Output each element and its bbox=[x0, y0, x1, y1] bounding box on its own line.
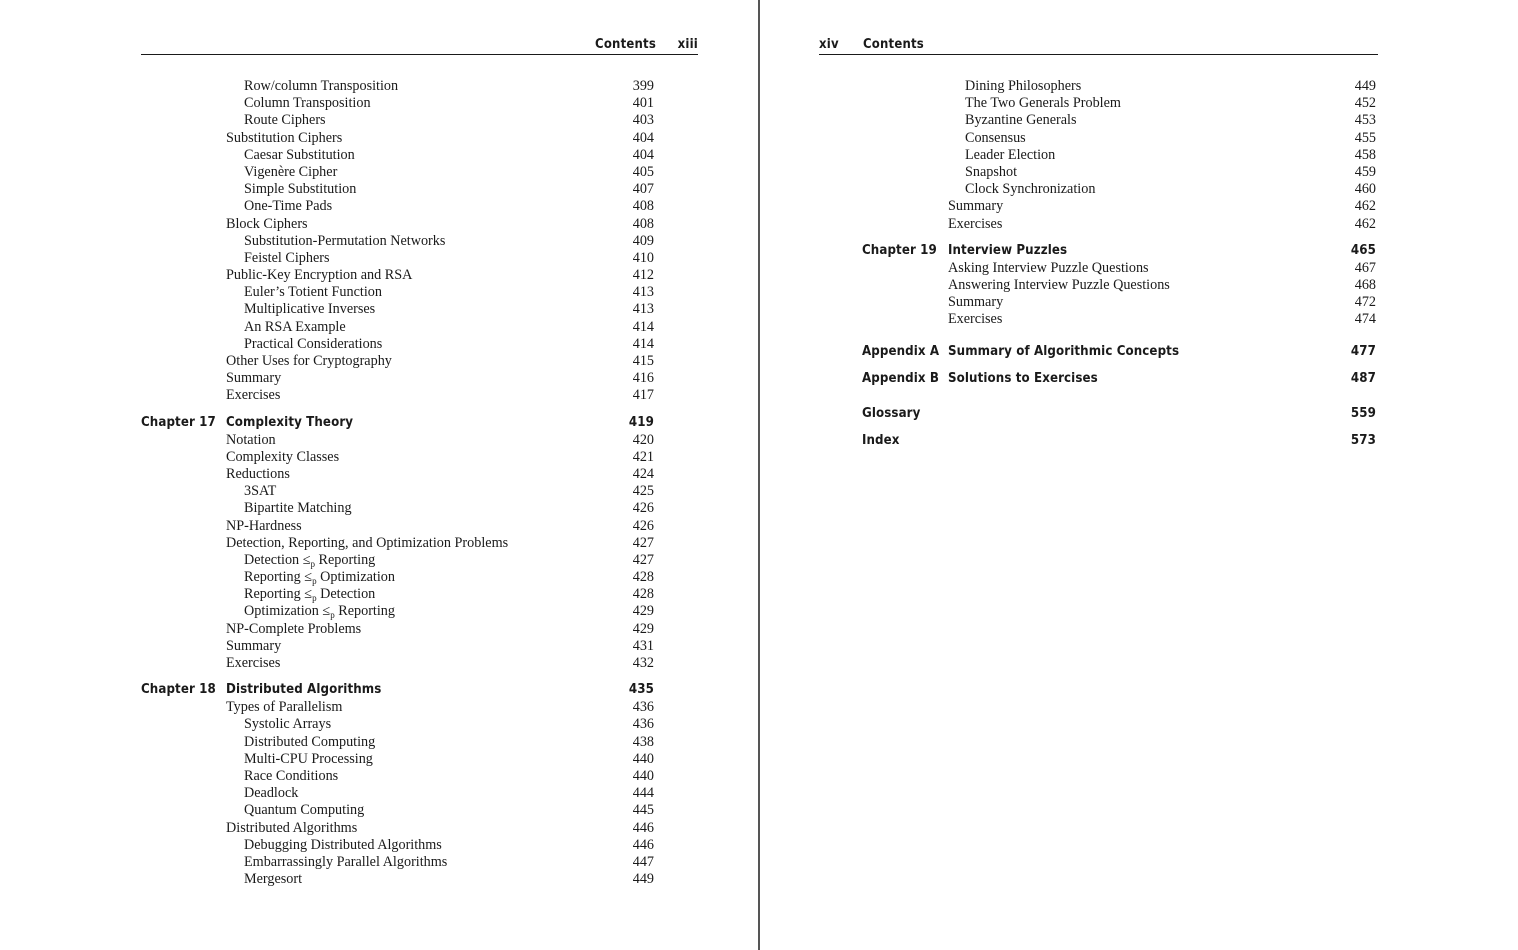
running-head bbox=[819, 36, 1378, 55]
entry-page-number: 425 bbox=[632, 483, 654, 500]
toc-subsection-entry[interactable] bbox=[141, 603, 698, 620]
toc-chapter-entry[interactable] bbox=[141, 680, 698, 699]
toc-subsection-entry[interactable] bbox=[141, 250, 698, 267]
entry-page-number: 436 bbox=[632, 716, 654, 733]
toc-subsection-entry[interactable] bbox=[819, 147, 1378, 164]
entry-title: Exercises bbox=[226, 655, 281, 671]
toc-section-entry[interactable] bbox=[141, 216, 698, 233]
toc-subsection-entry[interactable] bbox=[141, 164, 698, 181]
toc-subsection-entry[interactable] bbox=[819, 78, 1378, 95]
entry-title: Race Conditions bbox=[244, 767, 339, 784]
entry-page-number: 429 bbox=[632, 620, 654, 637]
entry-title: One-Time Pads bbox=[244, 198, 333, 215]
entry-title: Summary of Algorithmic Concepts bbox=[948, 344, 1180, 360]
toc-section-entry[interactable] bbox=[819, 311, 1378, 328]
entry-page-number: 427 bbox=[632, 534, 654, 551]
entry-page-number: 408 bbox=[632, 215, 654, 232]
toc-subsection-entry[interactable] bbox=[141, 552, 698, 569]
toc-subsection-entry[interactable] bbox=[819, 130, 1378, 147]
chapter-label: Chapter 17 bbox=[141, 414, 216, 430]
page-number: xiii bbox=[677, 37, 698, 52]
entry-title: Simple Substitution bbox=[244, 181, 357, 198]
toc-subsection-entry[interactable] bbox=[141, 734, 698, 751]
entry-title: Substitution Ciphers bbox=[226, 129, 343, 146]
toc-subsection-entry[interactable] bbox=[141, 78, 698, 95]
entry-page-number: 404 bbox=[632, 146, 654, 163]
toc-subsection-entry[interactable] bbox=[141, 785, 698, 802]
table-of-contents bbox=[819, 78, 1378, 450]
entry-page-number: 412 bbox=[632, 267, 654, 284]
entry-title-part: Optimization ≤ bbox=[244, 603, 331, 620]
entry-page-number: 458 bbox=[1354, 146, 1376, 163]
entry-page-number: 444 bbox=[632, 785, 654, 802]
entry-page-number: 460 bbox=[1354, 181, 1376, 198]
entry-title: Consensus bbox=[965, 129, 1026, 146]
entry-title: Route Ciphers bbox=[244, 112, 326, 129]
entry-page-number: 462 bbox=[1354, 198, 1376, 215]
entry-page-number: 428 bbox=[632, 586, 654, 603]
entry-title: Exercises bbox=[948, 311, 1003, 328]
toc-chapter-entry[interactable] bbox=[819, 369, 1378, 388]
entry-page-number: 447 bbox=[632, 853, 654, 870]
entry-page-number: 468 bbox=[1354, 276, 1376, 293]
entry-page-number: 401 bbox=[632, 95, 654, 112]
toc-chapter-entry[interactable] bbox=[141, 413, 698, 432]
entry-title: Embarrassingly Parallel Algorithms bbox=[244, 853, 448, 870]
entry-page-number: 414 bbox=[632, 318, 654, 335]
entry-title: Practical Considerations bbox=[244, 335, 383, 352]
toc-subsection-entry[interactable] bbox=[141, 319, 698, 336]
entry-page-number: 427 bbox=[632, 551, 654, 568]
entry-title: Leader Election bbox=[965, 146, 1056, 163]
entry-page-number: 408 bbox=[632, 198, 654, 215]
entry-title: NP-Hardness bbox=[226, 517, 302, 534]
entry-page-number: 399 bbox=[632, 78, 654, 94]
entry-title: Detection, Reporting, and Optimization Problems bbox=[226, 534, 509, 551]
entry-page-number: 403 bbox=[632, 112, 654, 129]
entry-title: 3SAT bbox=[244, 483, 277, 500]
toc-section-entry[interactable] bbox=[141, 370, 698, 387]
subscript: p bbox=[312, 576, 317, 587]
entry-page-number: 559 bbox=[1350, 406, 1376, 422]
entry-page-number: 407 bbox=[632, 181, 654, 198]
entry-page-number: 459 bbox=[1354, 163, 1376, 180]
entry-title: NP-Complete Problems bbox=[226, 620, 362, 637]
table-of-contents bbox=[141, 78, 698, 888]
entry-title: Euler’s Totient Function bbox=[244, 284, 382, 301]
right-page bbox=[819, 0, 1378, 950]
entry-page-number: 426 bbox=[632, 500, 654, 517]
chapter-label: Appendix A bbox=[862, 344, 940, 360]
entry-title: Reductions bbox=[226, 465, 290, 482]
entry-title: Asking Interview Puzzle Questions bbox=[948, 259, 1149, 276]
toc-subsection-entry[interactable] bbox=[141, 569, 698, 586]
entry-page-number: 419 bbox=[628, 414, 654, 430]
toc-chapter-entry[interactable] bbox=[819, 431, 1378, 450]
toc-section-entry[interactable] bbox=[141, 621, 698, 638]
entry-title-part: Reporting ≤ bbox=[244, 586, 313, 603]
toc-section-entry[interactable] bbox=[141, 820, 698, 837]
toc-section-entry[interactable] bbox=[819, 277, 1378, 294]
entry-title: Other Uses for Cryptography bbox=[226, 353, 392, 369]
entry-page-number: 449 bbox=[632, 871, 654, 888]
toc-subsection-entry[interactable] bbox=[141, 483, 698, 500]
entry-page-number: 573 bbox=[1350, 433, 1376, 449]
entry-page-number: 453 bbox=[1354, 112, 1376, 129]
entry-page-number: 446 bbox=[632, 836, 654, 853]
toc-section-entry[interactable] bbox=[141, 353, 698, 370]
entry-page-number: 415 bbox=[632, 353, 654, 369]
running-head-title: Contents bbox=[863, 37, 924, 52]
toc-subsection-entry[interactable] bbox=[819, 164, 1378, 181]
toc-subsection-entry[interactable] bbox=[819, 112, 1378, 129]
entry-page-number: 452 bbox=[1354, 95, 1376, 112]
entry-page-number: 428 bbox=[632, 569, 654, 586]
toc-chapter-entry[interactable] bbox=[819, 241, 1378, 260]
entry-title-part: Reporting bbox=[334, 603, 395, 620]
subscript: p bbox=[310, 558, 315, 569]
toc-section-entry[interactable] bbox=[141, 638, 698, 655]
toc-subsection-entry[interactable] bbox=[141, 198, 698, 215]
left-page bbox=[141, 0, 698, 950]
entry-page-number: 413 bbox=[632, 284, 654, 301]
entry-page-number: 405 bbox=[632, 163, 654, 180]
entry-title: Block Ciphers bbox=[226, 215, 308, 232]
entry-title: Answering Interview Puzzle Questions bbox=[948, 276, 1170, 293]
entry-title: Distributed Algorithms bbox=[226, 819, 358, 836]
toc-subsection-entry[interactable] bbox=[141, 181, 698, 198]
chapter-label: Chapter 19 bbox=[862, 242, 937, 258]
entry-page-number: 404 bbox=[632, 129, 654, 146]
toc-chapter-entry[interactable] bbox=[819, 404, 1378, 423]
entry-title-part: Detection ≤ bbox=[244, 551, 311, 568]
entry-page-number: 449 bbox=[1354, 78, 1376, 94]
toc-section-entry[interactable] bbox=[141, 130, 698, 147]
entry-page-number: 477 bbox=[1350, 344, 1376, 360]
entry-page-number: 446 bbox=[632, 819, 654, 836]
entry-page-number: 410 bbox=[632, 249, 654, 266]
entry-page-number: 465 bbox=[1350, 242, 1376, 258]
entry-title: Distributed Computing bbox=[244, 733, 376, 750]
entry-title: Column Transposition bbox=[244, 95, 371, 112]
entry-title: Feistel Ciphers bbox=[244, 249, 330, 266]
entry-title: Types of Parallelism bbox=[226, 699, 343, 716]
page-gutter-divider bbox=[758, 0, 760, 950]
toc-section-entry[interactable] bbox=[141, 267, 698, 284]
entry-title: Summary bbox=[948, 294, 1004, 311]
entry-page-number: 472 bbox=[1354, 294, 1376, 311]
entry-title: Deadlock bbox=[244, 785, 299, 802]
entry-page-number: 467 bbox=[1354, 259, 1376, 276]
entry-title: Byzantine Generals bbox=[965, 112, 1077, 129]
running-head-title: Contents bbox=[595, 37, 656, 52]
entry-title: Exercises bbox=[226, 387, 281, 404]
toc-subsection-entry[interactable] bbox=[141, 871, 698, 888]
toc-section-entry[interactable] bbox=[141, 518, 698, 535]
entry-page-number: 435 bbox=[628, 682, 654, 698]
entry-title: Substitution-Permutation Networks bbox=[244, 232, 446, 249]
toc-section-entry[interactable] bbox=[141, 387, 698, 404]
toc-subsection-entry[interactable] bbox=[141, 586, 698, 603]
entry-title: Quantum Computing bbox=[244, 802, 365, 819]
toc-subsection-entry[interactable] bbox=[141, 751, 698, 768]
entry-page-number: 409 bbox=[632, 232, 654, 249]
entry-page-number: 445 bbox=[632, 802, 654, 819]
toc-subsection-entry[interactable] bbox=[141, 147, 698, 164]
subscript: p bbox=[312, 593, 317, 604]
entry-page-number: 432 bbox=[632, 655, 654, 671]
entry-page-number: 421 bbox=[632, 448, 654, 465]
entry-title: Complexity Classes bbox=[226, 448, 340, 465]
toc-subsection-entry[interactable] bbox=[141, 301, 698, 318]
entry-page-number: 417 bbox=[632, 387, 654, 404]
entry-page-number: 487 bbox=[1350, 371, 1376, 387]
entry-title-part: Optimization bbox=[316, 569, 395, 586]
entry-title: The Two Generals Problem bbox=[965, 95, 1121, 112]
entry-page-number: 440 bbox=[632, 767, 654, 784]
entry-title: Summary bbox=[226, 637, 282, 654]
chapter-label: Chapter 18 bbox=[141, 682, 216, 698]
toc-chapter-entry[interactable] bbox=[819, 342, 1378, 361]
entry-page-number: 424 bbox=[632, 465, 654, 482]
entry-title-part: Detection bbox=[316, 586, 376, 603]
entry-title-part: Reporting ≤ bbox=[244, 569, 313, 586]
entry-title: Row/column Transposition bbox=[244, 78, 399, 94]
toc-subsection-entry[interactable] bbox=[141, 837, 698, 854]
entry-title: Mergesort bbox=[244, 871, 303, 888]
toc-subsection-entry[interactable] bbox=[141, 802, 698, 819]
entry-page-number: 474 bbox=[1354, 311, 1376, 328]
toc-section-entry[interactable] bbox=[141, 699, 698, 716]
toc-section-entry[interactable] bbox=[819, 216, 1378, 233]
entry-title: Public-Key Encryption and RSA bbox=[226, 267, 413, 284]
entry-title: Summary bbox=[948, 198, 1004, 215]
entry-page-number: 438 bbox=[632, 733, 654, 750]
toc-subsection-entry[interactable] bbox=[141, 95, 698, 112]
toc-subsection-entry[interactable] bbox=[141, 500, 698, 517]
toc-subsection-entry[interactable] bbox=[819, 181, 1378, 198]
toc-subsection-entry[interactable] bbox=[141, 854, 698, 871]
entry-page-number: 431 bbox=[632, 637, 654, 654]
entry-page-number: 413 bbox=[632, 301, 654, 318]
entry-page-number: 414 bbox=[632, 335, 654, 352]
entry-title: Multi-CPU Processing bbox=[244, 750, 373, 767]
toc-section-entry[interactable] bbox=[141, 655, 698, 672]
toc-subsection-entry[interactable] bbox=[141, 768, 698, 785]
entry-page-number: 455 bbox=[1354, 129, 1376, 146]
entry-title: Dining Philosophers bbox=[965, 78, 1082, 94]
entry-title: An RSA Example bbox=[244, 318, 346, 335]
toc-section-entry[interactable] bbox=[141, 449, 698, 466]
toc-subsection-entry[interactable] bbox=[141, 336, 698, 353]
chapter-label: Glossary bbox=[862, 406, 921, 422]
toc-subsection-entry[interactable] bbox=[141, 284, 698, 301]
page-number: xiv bbox=[819, 37, 839, 52]
entry-page-number: 426 bbox=[632, 517, 654, 534]
toc-section-entry[interactable] bbox=[141, 432, 698, 449]
toc-subsection-entry[interactable] bbox=[141, 112, 698, 129]
entry-title: Complexity Theory bbox=[226, 414, 354, 430]
toc-subsection-entry[interactable] bbox=[819, 95, 1378, 112]
entry-title: Interview Puzzles bbox=[948, 242, 1068, 258]
entry-page-number: 462 bbox=[1354, 215, 1376, 232]
entry-title: Vigenère Cipher bbox=[244, 163, 338, 180]
entry-title: Multiplicative Inverses bbox=[244, 301, 376, 318]
entry-title: Snapshot bbox=[965, 163, 1018, 180]
toc-section-entry[interactable] bbox=[819, 260, 1378, 277]
entry-page-number: 416 bbox=[632, 370, 654, 387]
entry-title: Solutions to Exercises bbox=[948, 371, 1098, 387]
toc-section-entry[interactable] bbox=[141, 535, 698, 552]
entry-title: Distributed Algorithms bbox=[226, 682, 382, 698]
entry-title: Bipartite Matching bbox=[244, 500, 352, 517]
entry-title: Exercises bbox=[948, 215, 1003, 232]
entry-page-number: 429 bbox=[632, 603, 654, 620]
toc-subsection-entry[interactable] bbox=[141, 716, 698, 733]
entry-page-number: 436 bbox=[632, 699, 654, 716]
toc-section-entry[interactable] bbox=[819, 294, 1378, 311]
chapter-label: Appendix B bbox=[862, 371, 940, 387]
entry-title-part: Reporting bbox=[314, 551, 376, 568]
running-head bbox=[141, 36, 698, 55]
entry-title: Notation bbox=[226, 431, 276, 448]
chapter-label: Index bbox=[862, 433, 900, 449]
subscript: p bbox=[330, 610, 335, 621]
toc-subsection-entry[interactable] bbox=[141, 233, 698, 250]
entry-title: Summary bbox=[226, 370, 282, 387]
entry-title: Clock Synchronization bbox=[965, 181, 1096, 198]
entry-title: Systolic Arrays bbox=[244, 716, 332, 733]
entry-title: Caesar Substitution bbox=[244, 146, 355, 163]
entry-page-number: 440 bbox=[632, 750, 654, 767]
entry-title: Debugging Distributed Algorithms bbox=[244, 836, 442, 853]
toc-section-entry[interactable] bbox=[819, 198, 1378, 215]
toc-section-entry[interactable] bbox=[141, 466, 698, 483]
entry-page-number: 420 bbox=[632, 431, 654, 448]
